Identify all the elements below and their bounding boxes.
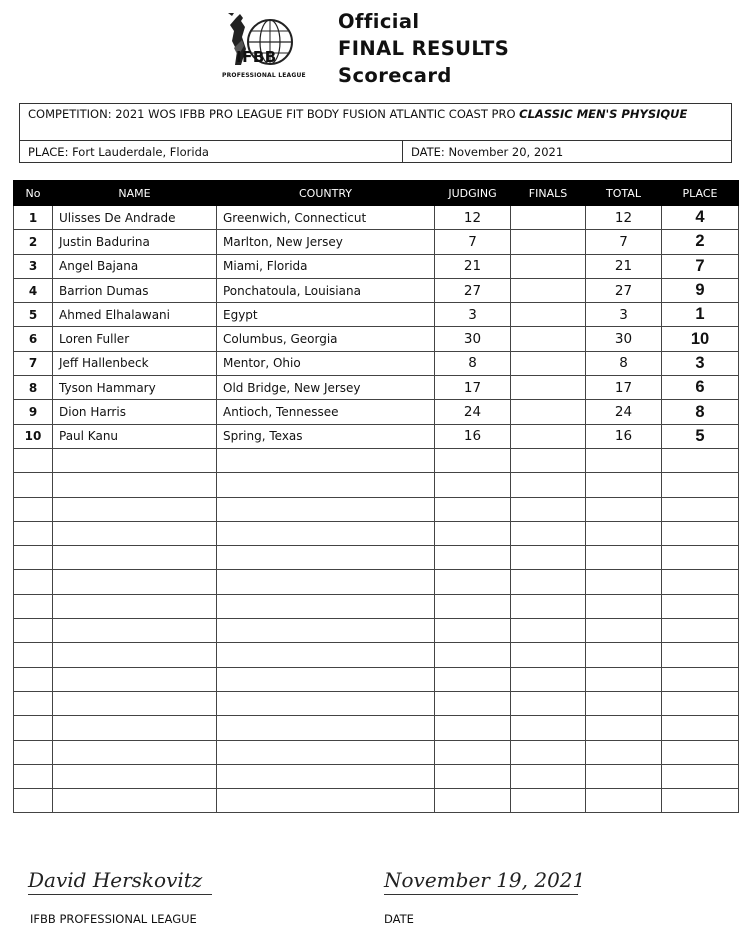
signature-name: David Herskovitz: [28, 868, 203, 892]
cell-judging: [435, 448, 511, 472]
cell-finals: [511, 546, 586, 570]
cell-finals: [511, 643, 586, 667]
cell-total: 12: [586, 206, 662, 230]
cell-country: Marlton, New Jersey: [217, 230, 435, 254]
results-table: [13, 180, 739, 813]
signature-line: [28, 894, 212, 895]
cell-judging: [435, 764, 511, 788]
cell-judging: [435, 716, 511, 740]
cell-total: [586, 570, 662, 594]
table-row: [14, 546, 739, 570]
cell-finals: [511, 351, 586, 375]
table-row: [14, 570, 739, 594]
cell-no: [14, 716, 53, 740]
signature-org-label: IFBB PROFESSIONAL LEAGUE: [30, 912, 197, 926]
cell-finals: [511, 570, 586, 594]
place-date-row: [20, 141, 731, 163]
cell-place: [662, 667, 739, 691]
cell-no: [14, 619, 53, 643]
cell-no: 7: [14, 351, 53, 375]
cell-finals: [511, 376, 586, 400]
signature-date-label: DATE: [384, 912, 414, 926]
table-row: [14, 764, 739, 788]
cell-finals: [511, 254, 586, 278]
table-row: [14, 206, 739, 230]
cell-country: [217, 643, 435, 667]
cell-place: 3: [662, 351, 739, 375]
cell-no: [14, 594, 53, 618]
header-total: TOTAL: [586, 181, 662, 206]
cell-total: 8: [586, 351, 662, 375]
cell-finals: [511, 206, 586, 230]
cell-judging: [435, 570, 511, 594]
cell-judging: 12: [435, 206, 511, 230]
header-place: PLACE: [662, 181, 739, 206]
cell-name: [53, 594, 217, 618]
cell-no: 3: [14, 254, 53, 278]
cell-name: [53, 619, 217, 643]
cell-finals: [511, 424, 586, 448]
cell-no: [14, 764, 53, 788]
cell-name: Paul Kanu: [53, 424, 217, 448]
cell-name: [53, 740, 217, 764]
cell-total: [586, 789, 662, 813]
title-line-3: Scorecard: [338, 64, 452, 87]
cell-total: [586, 473, 662, 497]
cell-country: [217, 667, 435, 691]
cell-finals: [511, 691, 586, 715]
header-no: No: [14, 181, 53, 206]
cell-name: Justin Badurina: [53, 230, 217, 254]
cell-total: 21: [586, 254, 662, 278]
cell-place: [662, 570, 739, 594]
cell-total: [586, 619, 662, 643]
logo-text: IFBB: [236, 48, 277, 66]
cell-name: [53, 497, 217, 521]
cell-no: [14, 740, 53, 764]
cell-place: [662, 643, 739, 667]
cell-place: [662, 497, 739, 521]
cell-no: 10: [14, 424, 53, 448]
cell-judging: 17: [435, 376, 511, 400]
cell-place: [662, 619, 739, 643]
cell-finals: [511, 667, 586, 691]
cell-name: [53, 570, 217, 594]
scorecard-title: [338, 8, 509, 89]
cell-place: 2: [662, 230, 739, 254]
cell-total: 7: [586, 230, 662, 254]
cell-finals: [511, 303, 586, 327]
table-row: [14, 254, 739, 278]
cell-finals: [511, 327, 586, 351]
cell-name: [53, 789, 217, 813]
cell-country: [217, 521, 435, 545]
table-row: [14, 643, 739, 667]
table-row: [14, 473, 739, 497]
cell-finals: [511, 594, 586, 618]
cell-country: [217, 716, 435, 740]
cell-place: [662, 448, 739, 472]
cell-judging: [435, 521, 511, 545]
cell-judging: [435, 740, 511, 764]
cell-no: [14, 570, 53, 594]
cell-country: [217, 448, 435, 472]
cell-country: [217, 594, 435, 618]
cell-country: [217, 570, 435, 594]
table-row: [14, 351, 739, 375]
table-row: [14, 303, 739, 327]
title-line-2: FINAL RESULTS: [338, 37, 510, 60]
cell-no: [14, 643, 53, 667]
results-body: [14, 206, 739, 813]
cell-no: [14, 448, 53, 472]
cell-finals: [511, 716, 586, 740]
cell-no: 2: [14, 230, 53, 254]
cell-judging: [435, 667, 511, 691]
cell-no: 4: [14, 278, 53, 302]
cell-country: [217, 740, 435, 764]
cell-place: [662, 764, 739, 788]
cell-place: 6: [662, 376, 739, 400]
header-name: NAME: [53, 181, 217, 206]
cell-judging: [435, 643, 511, 667]
table-row: [14, 376, 739, 400]
cell-country: Antioch, Tennessee: [217, 400, 435, 424]
cell-finals: [511, 619, 586, 643]
table-row: [14, 278, 739, 302]
cell-name: Barrion Dumas: [53, 278, 217, 302]
cell-place: [662, 521, 739, 545]
cell-name: [53, 473, 217, 497]
cell-total: 30: [586, 327, 662, 351]
cell-place: 5: [662, 424, 739, 448]
cell-total: [586, 448, 662, 472]
cell-place: [662, 740, 739, 764]
cell-finals: [511, 230, 586, 254]
cell-country: [217, 546, 435, 570]
cell-name: [53, 764, 217, 788]
signature-date: November 19, 2021: [384, 868, 586, 892]
table-row: [14, 497, 739, 521]
cell-name: [53, 716, 217, 740]
cell-no: [14, 497, 53, 521]
cell-total: 16: [586, 424, 662, 448]
table-row: [14, 740, 739, 764]
cell-place: [662, 716, 739, 740]
header-country: COUNTRY: [217, 181, 435, 206]
cell-total: [586, 594, 662, 618]
cell-judging: 3: [435, 303, 511, 327]
cell-country: [217, 789, 435, 813]
table-row: [14, 594, 739, 618]
cell-no: [14, 546, 53, 570]
cell-name: [53, 643, 217, 667]
cell-total: [586, 497, 662, 521]
cell-name: Dion Harris: [53, 400, 217, 424]
cell-place: [662, 546, 739, 570]
table-row: [14, 691, 739, 715]
cell-judging: 16: [435, 424, 511, 448]
cell-judging: [435, 497, 511, 521]
cell-place: [662, 473, 739, 497]
cell-name: [53, 448, 217, 472]
table-row: [14, 327, 739, 351]
table-row: [14, 521, 739, 545]
cell-finals: [511, 448, 586, 472]
cell-total: [586, 740, 662, 764]
competition-date: DATE: November 20, 2021: [411, 145, 564, 159]
signature-date-line: [384, 894, 578, 895]
cell-finals: [511, 278, 586, 302]
cell-total: [586, 764, 662, 788]
cell-name: Tyson Hammary: [53, 376, 217, 400]
cell-judging: 24: [435, 400, 511, 424]
cell-judging: [435, 546, 511, 570]
competition-row: [20, 104, 731, 141]
cell-total: [586, 667, 662, 691]
cell-total: [586, 643, 662, 667]
cell-country: [217, 473, 435, 497]
cell-place: 1: [662, 303, 739, 327]
cell-country: [217, 497, 435, 521]
cell-no: 6: [14, 327, 53, 351]
cell-judging: 8: [435, 351, 511, 375]
cell-no: [14, 521, 53, 545]
cell-no: [14, 789, 53, 813]
cell-country: Old Bridge, New Jersey: [217, 376, 435, 400]
cell-total: 27: [586, 278, 662, 302]
cell-country: Egypt: [217, 303, 435, 327]
cell-no: 8: [14, 376, 53, 400]
cell-country: [217, 691, 435, 715]
cell-name: [53, 546, 217, 570]
cell-name: [53, 691, 217, 715]
cell-judging: 21: [435, 254, 511, 278]
cell-name: [53, 667, 217, 691]
cell-finals: [511, 764, 586, 788]
cell-finals: [511, 497, 586, 521]
table-row: [14, 230, 739, 254]
cell-no: 9: [14, 400, 53, 424]
table-row: [14, 789, 739, 813]
cell-total: [586, 521, 662, 545]
competition-info-box: [19, 103, 732, 163]
cell-country: [217, 619, 435, 643]
competition-place: PLACE: Fort Lauderdale, Florida: [20, 141, 403, 163]
cell-place: [662, 594, 739, 618]
cell-total: [586, 546, 662, 570]
cell-judging: 30: [435, 327, 511, 351]
cell-place: 9: [662, 278, 739, 302]
cell-place: 4: [662, 206, 739, 230]
cell-place: 7: [662, 254, 739, 278]
cell-finals: [511, 473, 586, 497]
cell-place: [662, 691, 739, 715]
cell-name: Jeff Hallenbeck: [53, 351, 217, 375]
cell-name: Loren Fuller: [53, 327, 217, 351]
table-row: [14, 667, 739, 691]
cell-no: 1: [14, 206, 53, 230]
table-header-row: [14, 181, 739, 206]
table-row: [14, 716, 739, 740]
cell-name: Ulisses De Andrade: [53, 206, 217, 230]
cell-no: 5: [14, 303, 53, 327]
header-judging: JUDGING: [435, 181, 511, 206]
cell-total: [586, 716, 662, 740]
cell-finals: [511, 789, 586, 813]
table-row: [14, 400, 739, 424]
table-row: [14, 619, 739, 643]
cell-finals: [511, 521, 586, 545]
cell-no: [14, 691, 53, 715]
cell-name: [53, 521, 217, 545]
cell-judging: [435, 594, 511, 618]
cell-no: [14, 667, 53, 691]
cell-place: 8: [662, 400, 739, 424]
table-row: [14, 424, 739, 448]
cell-total: 3: [586, 303, 662, 327]
cell-country: [217, 764, 435, 788]
title-line-1: Official: [338, 10, 420, 33]
cell-no: [14, 473, 53, 497]
table-row: [14, 448, 739, 472]
cell-judging: [435, 619, 511, 643]
cell-name: Angel Bajana: [53, 254, 217, 278]
cell-place: 10: [662, 327, 739, 351]
cell-judging: [435, 473, 511, 497]
cell-judging: [435, 789, 511, 813]
cell-country: Ponchatoula, Louisiana: [217, 278, 435, 302]
header-finals: FINALS: [511, 181, 586, 206]
cell-country: Spring, Texas: [217, 424, 435, 448]
cell-finals: [511, 400, 586, 424]
logo-subtext: PROFESSIONAL LEAGUE: [222, 72, 306, 79]
cell-total: [586, 691, 662, 715]
cell-name: Ahmed Elhalawani: [53, 303, 217, 327]
cell-total: 17: [586, 376, 662, 400]
cell-total: 24: [586, 400, 662, 424]
cell-country: Mentor, Ohio: [217, 351, 435, 375]
cell-judging: 27: [435, 278, 511, 302]
cell-country: Miami, Florida: [217, 254, 435, 278]
cell-judging: [435, 691, 511, 715]
competition-name: COMPETITION: 2021 WOS IFBB PRO LEAGUE FIT BODY FUSION ATLANTIC COAST PRO: [28, 107, 520, 121]
competition-division: CLASSIC MEN'S PHYSIQUE: [519, 107, 688, 121]
cell-judging: 7: [435, 230, 511, 254]
cell-finals: [511, 740, 586, 764]
cell-place: [662, 789, 739, 813]
cell-country: Greenwich, Connecticut: [217, 206, 435, 230]
cell-country: Columbus, Georgia: [217, 327, 435, 351]
